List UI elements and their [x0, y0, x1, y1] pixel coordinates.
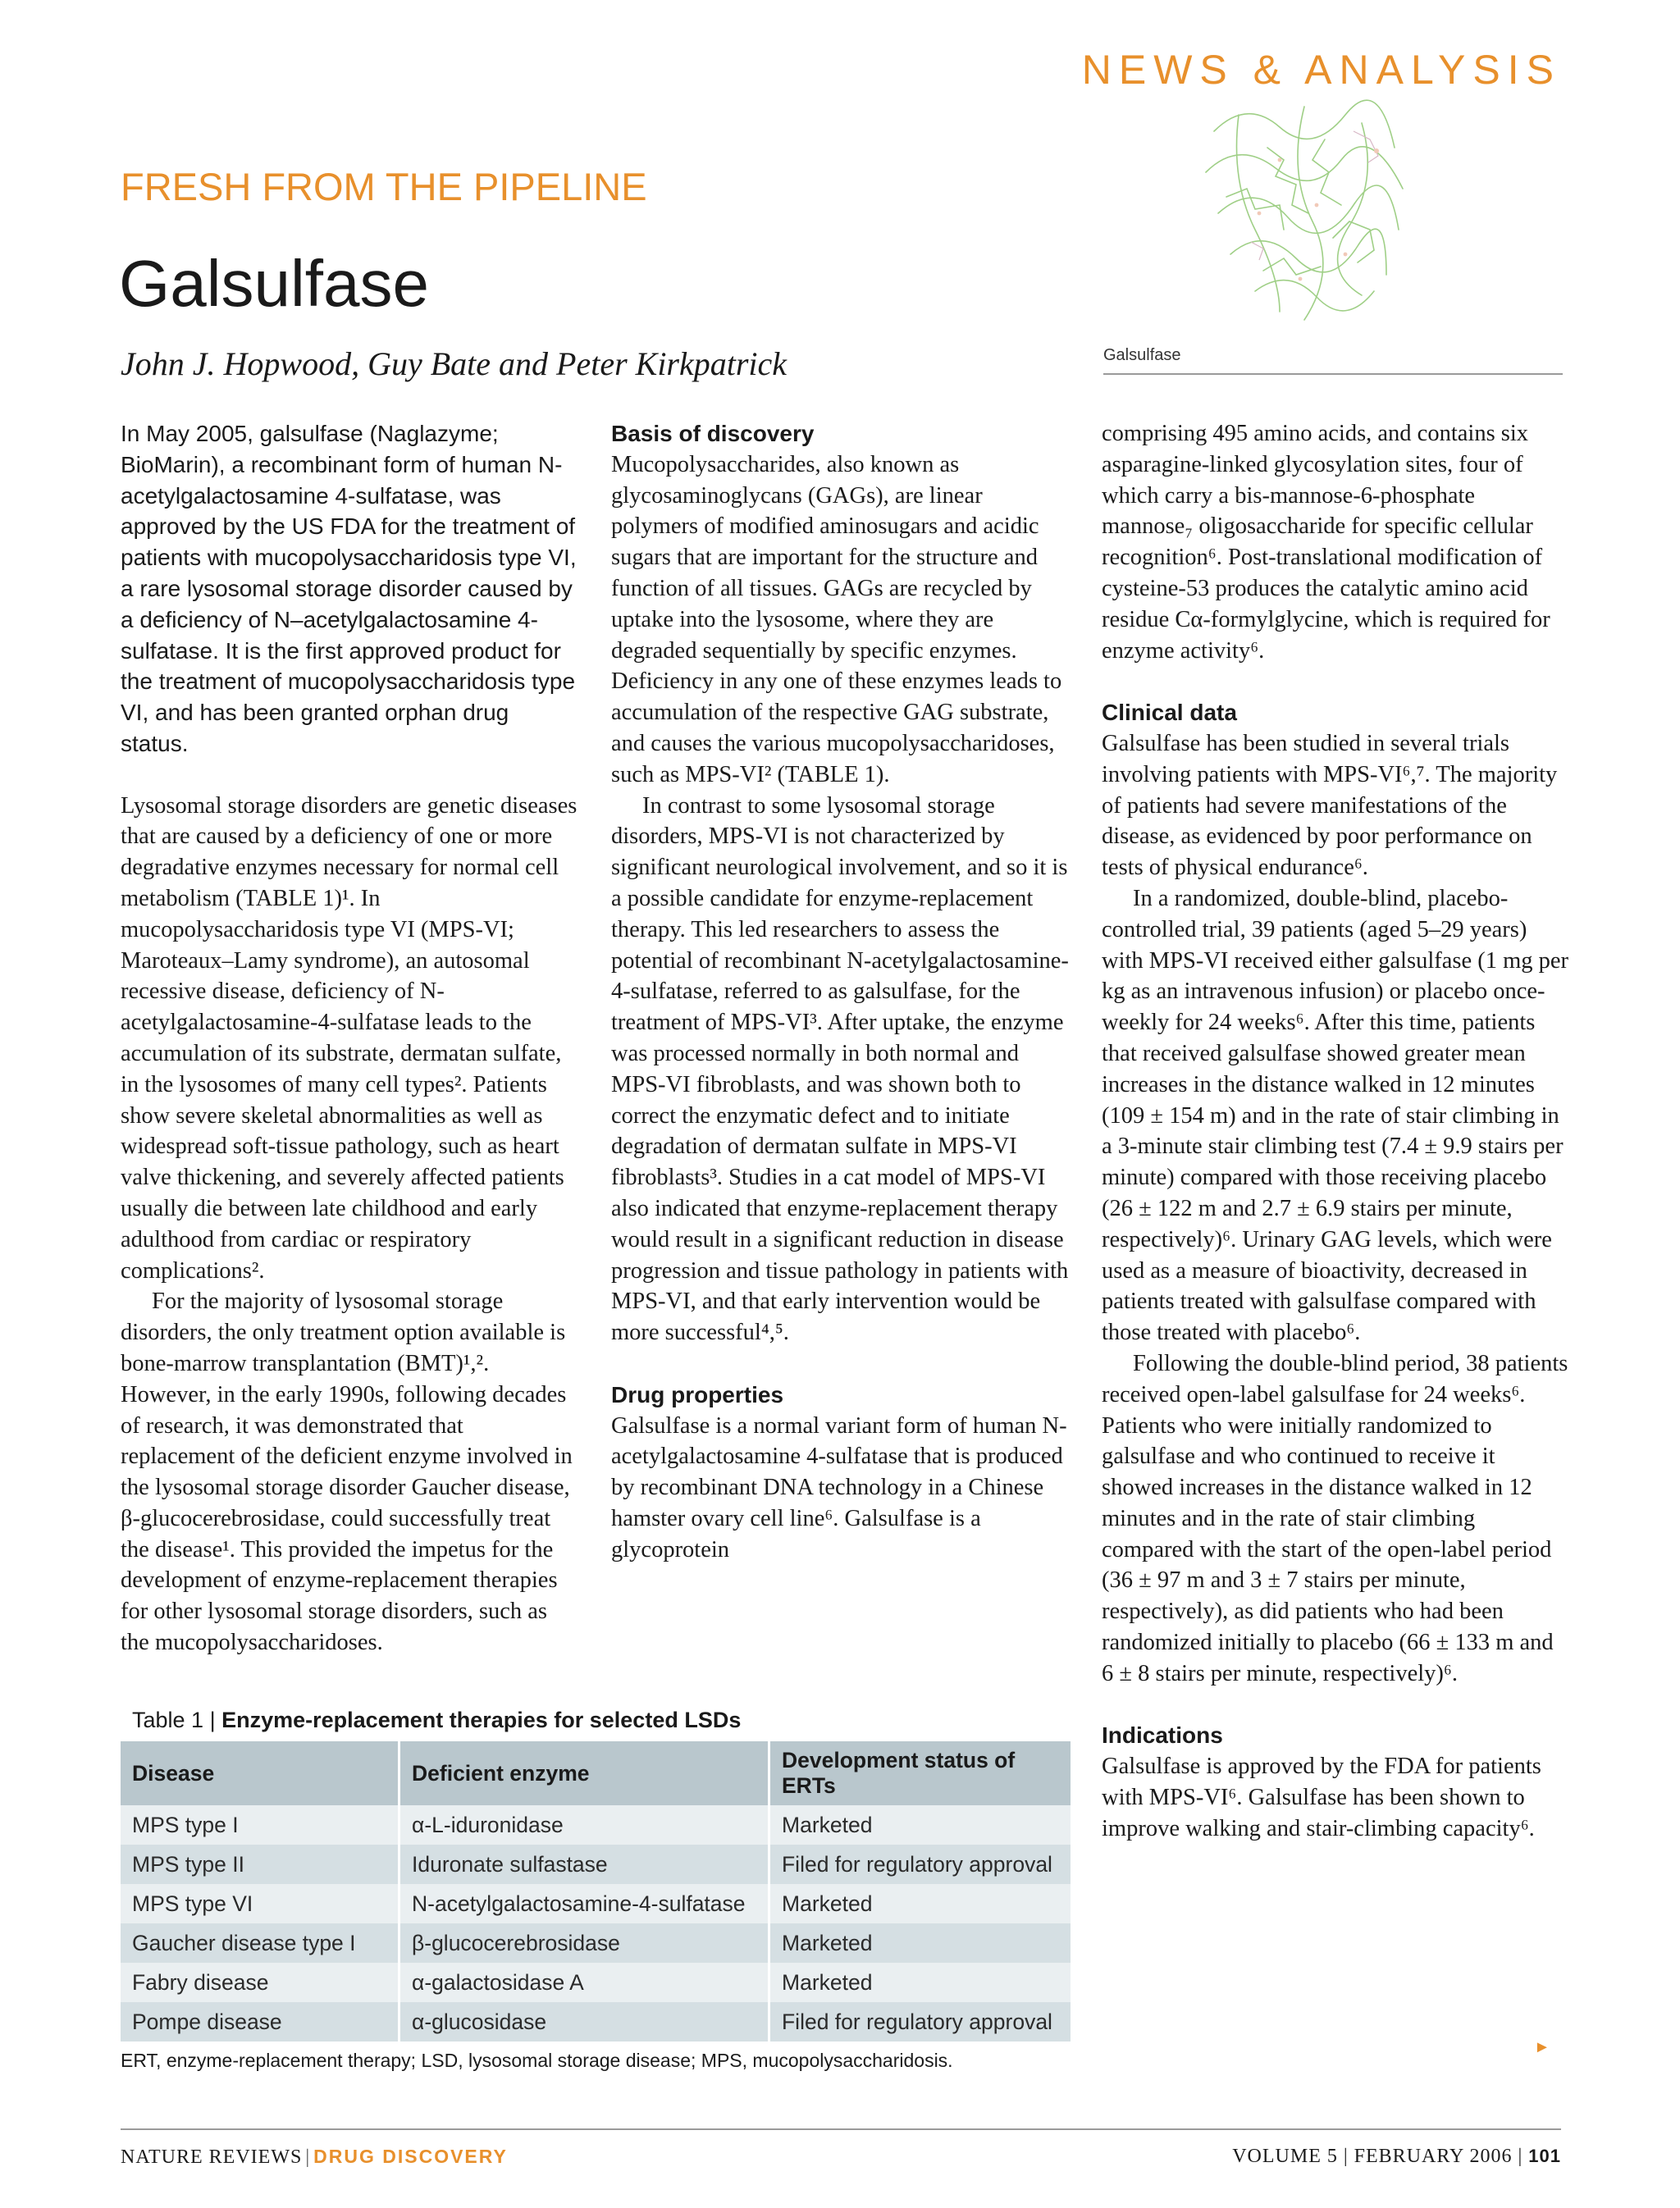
table-footnote: ERT, enzyme-replacement therapy; LSD, lysosomal storage disease; MPS, mucopolysaccharidosis. [121, 2050, 953, 2071]
footer-separator: | [305, 2146, 311, 2168]
table-cell: Marketed [769, 1805, 1071, 1845]
volume-info: VOLUME 5 | FEBRUARY 2006 | [1232, 2146, 1523, 2167]
section-label: NEWS & ANALYSIS [1081, 47, 1561, 93]
paragraph: Galsulfase is approved by the FDA for patients with MPS-VI⁶. Galsulfase has been shown to improve walking and stair-climbing capacity⁶. [1102, 1754, 1541, 1841]
table-1 [121, 1708, 1071, 2072]
column-2 [611, 418, 1071, 1565]
section-heading: Basis of discovery [611, 421, 815, 446]
section-heading: Drug properties [611, 1381, 784, 1407]
column-3 [1102, 418, 1569, 1845]
journal-name: NATURE REVIEWS [121, 2146, 303, 2168]
table-row [121, 2002, 1071, 2041]
data-table [121, 1741, 1071, 2041]
paragraph: In a randomized, double-blind, placebo-controlled trial, 39 patients (aged 5–29 years) with MPS-VI received either galsulfase (1 mg per kg as an intravenous infusion) or placebo once-weekly for 24 weeks⁶. After this time, patients that received galsulfase showed greater mean increases in the distance walked in 12 minutes (109 ± 154 m) and in the rate of stair climbing in a 3-minute stair climbing test (7.4 ± 9.9 stairs per minute) compared with those receiving placebo (26 ± 122 m and 2.7 ± 6.9 stairs per minute, respectively)⁶. Urinary GAG levels, which were used as a measure of bioactivity, decreased in patients treated with galsulfase compared with those treated with placebo⁶. [1102, 885, 1569, 1346]
paragraph: In contrast to some lysosomal storage disorders, MPS-VI is not characterized by significant neurological involvement, and so it is a possible candidate for enzyme-replacement therapy. This led researchers to assess the potential of recombinant N-acetylgalactosamine-4-sulfatase, referred to as galsulfase, for the treatment of MPS-VI³. After uptake, the enzyme was processed normally in both normal and MPS-VI fibroblasts, and was shown both to correct the enzymatic defect and to initiate degradation of dermatan sulfate in MPS-VI fibroblasts³. Studies in a cat model of MPS-VI also indicated that enzyme-replacement therapy would result in a significant reduction in disease progression and tissue pathology in patients with MPS-VI, and that early intervention would be more successful⁴,⁵. [611, 792, 1069, 1346]
table-cell: α-glucosidase [399, 2002, 769, 2041]
table-cell: MPS type II [121, 1845, 399, 1884]
table-cell: α-galactosidase A [399, 1963, 769, 2002]
footer-issue [1232, 2146, 1561, 2168]
table-header-row [121, 1741, 1071, 1805]
page-number: 101 [1528, 2146, 1561, 2166]
paragraph: Lysosomal storage disorders are genetic diseases that are caused by a deficiency of one or more degradative enzymes necessary for normal cell metabolism (TABLE 1)¹. In mucopolysaccharidosis type VI (MPS-VI; Maroteaux–Lamy syndrome), an autosomal recessive disease, deficiency of N-acetylgalactosamine-4-sulfatase leads to the accumulation of its substrate, dermatan sulfate, in the lysosomes of many cell types². Patients show severe skeletal abnormalities as well as widespread soft-tissue pathology, such as heart valve thickening, and severely affected patients usually die between late childhood and early adulthood from cardiac or respiratory complications². [121, 792, 578, 1284]
table-cell: MPS type I [121, 1805, 399, 1845]
table-label: Table 1 | [132, 1708, 216, 1732]
table-row [121, 1845, 1071, 1884]
paragraph: For the majority of lysosomal storage disorders, the only treatment option available is bone-marrow transplantation (BMT)¹,². However, in the early 1990s, following decades of research, it was demonstrated that replacement of the deficient enzyme involved in the lysosomal storage disorder Gaucher disease, β-glucocerebrosidase, could successfully treat the disease¹. This provided the impetus for the development of enzyme-replacement therapies for other lysosomal storage disorders, such as the mucopolysaccharidoses. [121, 1289, 573, 1656]
article-title: Galsulfase [119, 247, 429, 320]
figure-caption: Galsulfase [1103, 346, 1181, 364]
section-heading: Clinical data [1102, 700, 1237, 726]
column-1 [121, 418, 580, 1658]
table-cell: Filed for regulatory approval [769, 2002, 1071, 2041]
section-heading: Indications [1102, 1722, 1223, 1749]
table-row [121, 1884, 1071, 1923]
protein-structure-icon [1181, 82, 1427, 336]
footer-journal [121, 2146, 508, 2169]
table-cell: Iduronate sulfastase [399, 1845, 769, 1884]
table-cell: N-acetylgalactosamine-4-sulfatase [399, 1884, 769, 1923]
table-cell: Pompe disease [121, 2002, 399, 2041]
triangle-right-icon[interactable]: ► [1534, 2038, 1550, 2056]
table-row [121, 1923, 1071, 1963]
paragraph: Galsulfase is a normal variant form of human N-acetylgalactosamine 4-sulfatase that is produced by recombinant DNA technology in a Chinese hamster ovary cell line⁶. Galsulfase is a glycoprotein [611, 1412, 1067, 1562]
lead-paragraph: In May 2005, galsulfase (Naglazyme; BioMarin), a recombinant form of human N-acetylgalactosamine 4-sulfatase, was approved by the US FDA for the treatment of patients with mucopolysaccharidosis type VI, a rare lysosomal storage disorder caused by a deficiency of N–acetylgalactosamine 4-sulfatase. It is the first approved product for the treatment of mucopolysaccharidosis type VI, and has been granted orphan drug status. [121, 421, 577, 756]
paragraph: Following the double-blind period, 38 patients received open-label galsulfase for 24 weeks⁶. Patients who were initially randomized to galsulfase and who continued to receive it showed increases in the distance walked in 12 minutes and in the rate of stair climbing compared with the start of the open-label period (36 ± 97 m and 3 ± 7 stairs per minute, respectively), as did patients who had been randomized initially to placebo (66 ± 133 m and 6 ± 8 stairs per minute, respectively)⁶. [1102, 1350, 1568, 1686]
kicker: FRESH FROM THE PIPELINE [121, 165, 647, 208]
journal-subtitle: DRUG DISCOVERY [313, 2146, 508, 2167]
table-title [132, 1708, 1071, 1733]
table-cell: α-L-iduronidase [399, 1805, 769, 1845]
table-cell: Fabry disease [121, 1963, 399, 2002]
table-cell: Gaucher disease type I [121, 1923, 399, 1963]
table-cell: Filed for regulatory approval [769, 1845, 1071, 1884]
table-cell: β-glucocerebrosidase [399, 1923, 769, 1963]
footer-rule [121, 2128, 1561, 2130]
table-row [121, 1963, 1071, 2002]
authors: John J. Hopwood, Guy Bate and Peter Kirkpatrick [121, 345, 788, 382]
column-header: Deficient enzyme [399, 1741, 769, 1805]
figure [1083, 82, 1563, 373]
table-cell: Marketed [769, 1923, 1071, 1963]
paragraph: Mucopolysaccharides, also known as glycosaminoglycans (GAGs), are linear polymers of modified aminosugars and acidic sugars that are important for the structure and function of all tissues. GAGs are recycled by uptake into the lysosome, where they are degraded sequentially by specific enzymes. Deficiency in any one of these enzymes leads to accumulation of the respective GAG substrate, and causes the various mucopolysaccharidoses, such as MPS-VI² (TABLE 1). [611, 451, 1062, 787]
table-caption: Enzyme-replacement therapies for selected LSDs [221, 1708, 742, 1732]
paragraph: comprising 495 amino acids, and contains six asparagine-linked glycosylation sites, four of which carry a bis-mannose-6-phosphate mannose₇ oligosaccharide for specific cellular recognition⁶. Post-translational modification of cysteine-53 produces the catalytic amino acid residue Cα-formylglycine, which is required for enzyme activity⁶. [1102, 421, 1550, 664]
paragraph: Galsulfase has been studied in several trials involving patients with MPS-VI⁶,⁷. The majority of patients had severe manifestations of the disease, as evidenced by poor performance on tests of physical endurance⁶. [1102, 730, 1558, 881]
table-cell: MPS type VI [121, 1884, 399, 1923]
table-cell: Marketed [769, 1963, 1071, 2002]
column-header: Disease [121, 1741, 399, 1805]
figure-rule [1103, 373, 1563, 375]
column-header: Development status of ERTs [769, 1741, 1071, 1805]
table-cell: Marketed [769, 1884, 1071, 1923]
table-row [121, 1805, 1071, 1845]
